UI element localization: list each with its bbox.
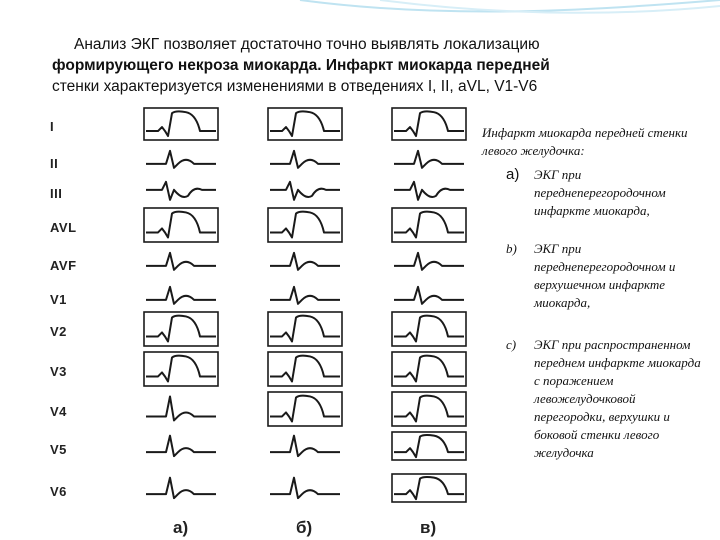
ecg-frame-v4-1 [268,392,342,426]
lead-label-v5: V5 [50,441,67,457]
ecg-trace-v4-0 [146,396,216,420]
ecg-frame-i-0 [144,108,218,140]
lead-label-avf: AVF [50,257,77,273]
ecg-frame-v5-2 [392,432,466,460]
ecg-trace-i-0 [146,111,216,136]
ecg-table [38,100,478,540]
header-text [52,34,612,97]
ecg-trace-ii-0 [146,151,216,168]
lead-label-v3: V3 [50,363,67,379]
ecg-trace-v5-1 [270,436,340,456]
ecg-frame-v3-1 [268,352,342,386]
ecg-frame-i-2 [392,108,466,140]
description-marker-a: а) [506,166,520,183]
ecg-trace-v6-2 [394,477,464,499]
ecg-frame-v2-1 [268,312,342,346]
ecg-trace-v6-1 [270,478,340,498]
ecg-trace-iii-1 [270,182,340,200]
ecg-frame-v2-2 [392,312,466,346]
ecg-trace-v2-1 [270,316,340,342]
ecg-frame-avl-1 [268,208,342,242]
lead-label-iii: III [50,185,63,201]
lead-label-v1: V1 [50,291,67,307]
ecg-frame-v3-2 [392,352,466,386]
ecg-trace-avf-0 [146,253,216,270]
lead-label-v2: V2 [50,323,67,339]
column-label-c: в) [420,518,437,537]
ecg-trace-avf-2 [394,253,464,270]
ecg-trace-i-1 [270,111,340,136]
description-title: Инфаркт миокарда передней стенки левого желудочка: [482,125,688,158]
lead-label-avl: AVL [50,219,77,235]
description-marker-c: c) [506,337,517,352]
ecg-trace-v4-1 [270,396,340,422]
ecg-trace-v4-2 [394,396,464,422]
ecg-trace-v2-0 [146,316,216,342]
ecg-trace-v1-1 [270,287,340,304]
header-line-3: стенки характеризуется изменениями в отведениях I, II, aVL, V1-V6 [52,78,538,95]
ecg-trace-v2-2 [394,316,464,342]
description-text-c: ЭКГ при распространенном переднем инфаркте миокарда с поражением левожелудочковой перегородки, верхушки и боковой стенки левого желудочка [534,337,701,460]
ecg-trace-v5-0 [146,436,216,456]
ecg-trace-iii-2 [394,182,464,200]
column-label-a: а) [173,518,189,537]
ecg-trace-ii-1 [270,151,340,168]
lead-label-ii: II [50,155,59,171]
description-marker-b: b) [506,241,517,256]
ecg-trace-v1-0 [146,287,216,304]
ecg-frame-avl-2 [392,208,466,242]
ecg-trace-v1-2 [394,287,464,304]
header-line-1: Анализ ЭКГ позволяет достаточно точно выявлять локализацию [74,36,540,53]
ecg-frame-v2-0 [144,312,218,346]
lead-label-v4: V4 [50,403,67,419]
ecg-waveforms [38,100,478,540]
ecg-frame-avl-0 [144,208,218,242]
description-text-a: ЭКГ при переднеперегородочном инфаркте миокарда, [534,167,666,218]
ecg-trace-ii-2 [394,151,464,168]
lead-label-i: I [50,119,55,135]
ecg-trace-v3-1 [270,356,340,382]
ecg-trace-v3-2 [394,356,464,382]
description-text-b: ЭКГ при переднеперегородочном и верхушечном инфаркте миокарда, [534,241,676,310]
ecg-trace-avf-1 [270,253,340,270]
column-label-b: б) [296,518,313,537]
ecg-trace-v3-0 [146,356,216,382]
header-line-2: формирующего некроза миокарда. Инфаркт миокарда передней [52,57,550,74]
ecg-trace-avl-0 [146,212,216,238]
ecg-frame-v3-0 [144,352,218,386]
ecg-frame-i-1 [268,108,342,140]
ecg-frame-v4-2 [392,392,466,426]
ecg-frame-v6-2 [392,474,466,502]
ecg-trace-i-2 [394,111,464,136]
ecg-trace-v5-2 [394,435,464,457]
ecg-trace-iii-0 [146,182,216,200]
ecg-trace-avl-1 [270,212,340,238]
ecg-trace-v6-0 [146,478,216,498]
lead-label-v6: V6 [50,483,67,499]
ecg-trace-avl-2 [394,212,464,238]
